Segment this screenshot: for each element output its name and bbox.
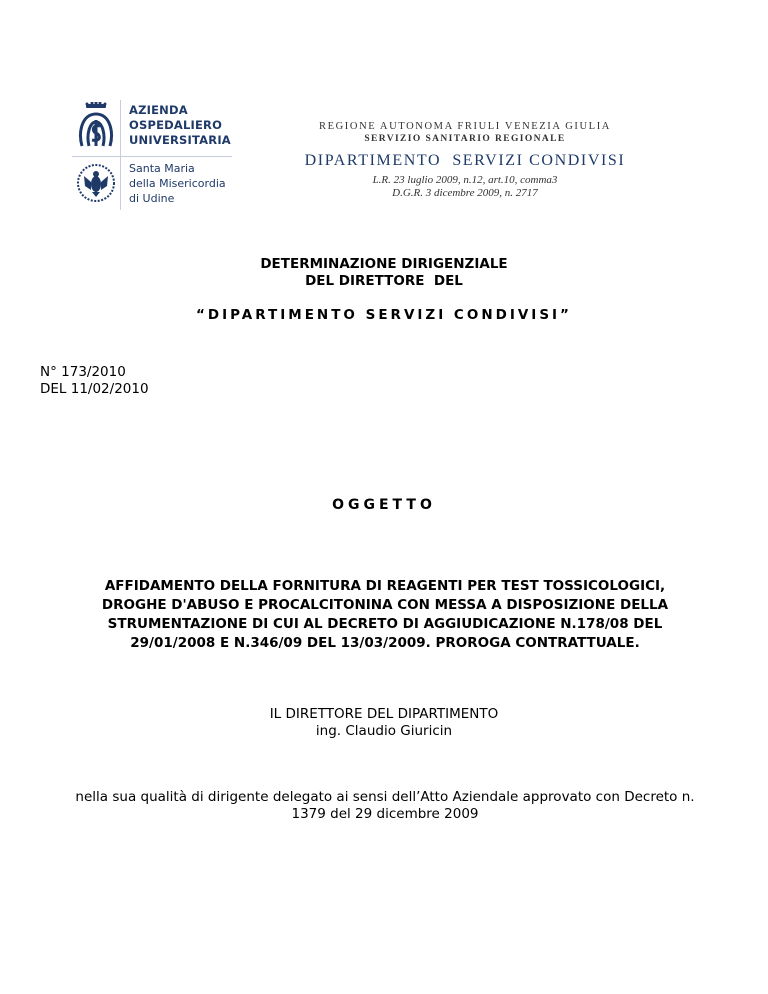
crowned-monogram-icon (76, 102, 116, 150)
logo-org-line: OSPEDALIERO (129, 118, 223, 132)
director-title: IL DIRETTORE DEL DIPARTIMENTO (269, 706, 499, 722)
subject-text (70, 577, 700, 653)
header-department: DIPARTIMENTO SERVIZI CONDIVISI (304, 152, 626, 169)
hospital-logo (72, 100, 242, 212)
logo-place-line: di Udine (129, 192, 175, 205)
header-dgr-reference: D.G.R. 3 dicembre 2009, n. 2717 (392, 187, 538, 199)
subject-line: 29/01/2008 E N.346/09 DEL 13/03/2009. PROROGA CONTRATTUALE. (130, 635, 640, 651)
subject-line: AFFIDAMENTO DELLA FORNITURA DI REAGENTI PER TEST TOSSICOLOGICI, (104, 578, 666, 594)
delegation-line: nella sua qualità di dirigente delegato ai sensi dell’Atto Aziendale approvato con Decreto n. (75, 789, 695, 805)
document-department-title: “DIPARTIMENTO SERVIZI CONDIVISI” (196, 307, 572, 323)
header-service: SERVIZIO SANITARIO REGIONALE (364, 134, 566, 144)
document-title: DETERMINAZIONE DIRIGENZIALE (260, 256, 508, 272)
logo-organization-name (129, 103, 231, 148)
director-block (0, 706, 768, 740)
subject-line: DROGHE D'ABUSO E PROCALCITONINA CON MESSA A DISPOSIZIONE DELLA (101, 597, 669, 613)
logo-org-line: UNIVERSITARIA (129, 133, 231, 147)
eagle-seal-icon (76, 162, 116, 204)
header-law-reference: L.R. 23 luglio 2009, n.12, art.10, comma3 (372, 174, 558, 186)
logo-place-line: della Misericordia (129, 177, 226, 190)
logo-divider-vertical (120, 100, 121, 210)
document-title-line-2: DEL DIRETTORE DEL (305, 273, 463, 289)
logo-place-line: Santa Maria (129, 162, 195, 175)
document-number: N° 173/2010 (40, 364, 126, 380)
document-date: DEL 11/02/2010 (40, 381, 149, 397)
subject-line: STRUMENTAZIONE DI CUI AL DECRETO DI AGGIUDICAZIONE N.178/08 DEL (107, 616, 663, 632)
subject-heading: OGGETTO (332, 497, 436, 513)
logo-org-line: AZIENDA (129, 103, 188, 117)
delegation-statement (60, 789, 710, 823)
document-number-block (40, 364, 149, 398)
logo-place-name (129, 161, 226, 206)
header-region: REGIONE AUTONOMA FRIULI VENEZIA GIULIA (319, 121, 611, 132)
delegation-line: 1379 del 29 dicembre 2009 (291, 806, 479, 822)
director-name: ing. Claudio Giuricin (315, 723, 453, 739)
logo-divider-horizontal (72, 156, 232, 157)
